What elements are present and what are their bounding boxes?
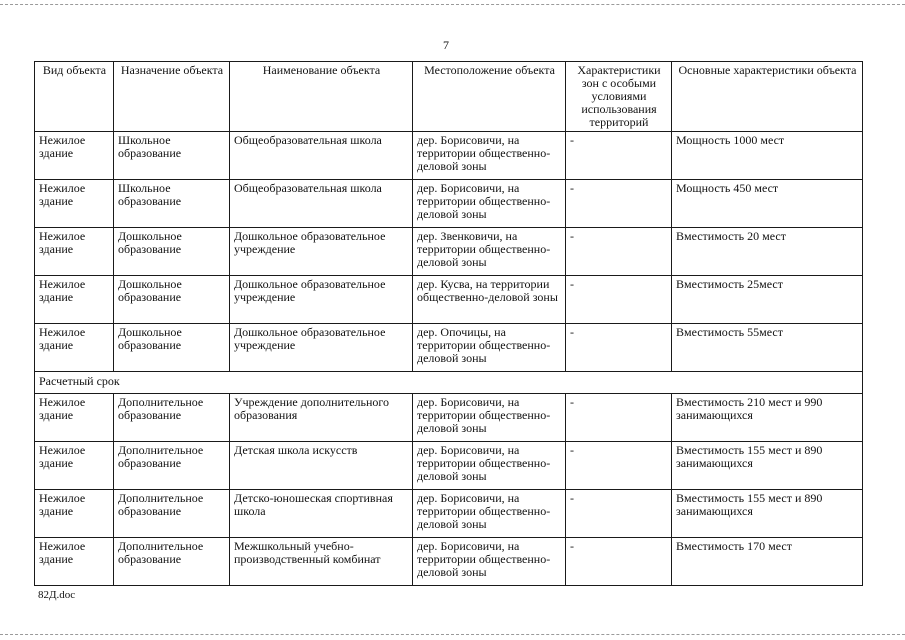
cell-special-zones: -: [566, 442, 672, 490]
table-row: [35, 180, 863, 228]
cell-object-type: Нежилое здание: [35, 490, 114, 538]
cell-location: дер. Борисовичи, на территории общественно-деловой зоны: [413, 442, 566, 490]
cell-location: дер. Кусва, на территории общественно-деловой зоны: [413, 276, 566, 324]
cell-main-characteristics: Вместимость 55мест: [672, 324, 863, 372]
cell-object-type: Нежилое здание: [35, 324, 114, 372]
cell-main-characteristics: Вместимость 25мест: [672, 276, 863, 324]
cell-object-type: Нежилое здание: [35, 394, 114, 442]
page-number: 7: [443, 38, 449, 52]
cell-special-zones: -: [566, 180, 672, 228]
cell-location: дер. Звенковичи, на территории общественно-деловой зоны: [413, 228, 566, 276]
scan-edge-top: [0, 4, 905, 6]
cell-purpose: Дошкольное образование: [114, 276, 230, 324]
objects-table: [34, 61, 863, 586]
cell-object-type: Нежилое здание: [35, 538, 114, 586]
cell-purpose: Дошкольное образование: [114, 324, 230, 372]
header-row: [35, 62, 863, 132]
cell-object-type: Нежилое здание: [35, 180, 114, 228]
cell-main-characteristics: Мощность 450 мест: [672, 180, 863, 228]
cell-main-characteristics: Вместимость 20 мест: [672, 228, 863, 276]
table-row: [35, 442, 863, 490]
cell-special-zones: -: [566, 490, 672, 538]
header-special-zones: Характеристики зон с особыми условиями использования территорий: [566, 62, 672, 132]
cell-object-type: Нежилое здание: [35, 442, 114, 490]
header-location: Местоположение объекта: [413, 62, 566, 132]
table-row: [35, 538, 863, 586]
cell-main-characteristics: Вместимость 170 мест: [672, 538, 863, 586]
table-header: [35, 62, 863, 132]
cell-location: дер. Опочицы, на территории общественно-деловой зоны: [413, 324, 566, 372]
table-body-planned: [35, 394, 863, 586]
cell-object-name: Дошкольное образовательное учреждение: [230, 228, 413, 276]
cell-purpose: Дополнительное образование: [114, 442, 230, 490]
cell-object-name: Дошкольное образовательное учреждение: [230, 324, 413, 372]
header-main-characteristics: Основные характеристики объекта: [672, 62, 863, 132]
cell-special-zones: -: [566, 324, 672, 372]
cell-location: дер. Борисовичи, на территории общественно-деловой зоны: [413, 394, 566, 442]
table-body-section: [35, 372, 863, 394]
cell-purpose: Школьное образование: [114, 180, 230, 228]
header-purpose: Назначение объекта: [114, 62, 230, 132]
section-row: [35, 372, 863, 394]
cell-special-zones: -: [566, 132, 672, 180]
table-row: [35, 394, 863, 442]
cell-main-characteristics: Мощность 1000 мест: [672, 132, 863, 180]
cell-object-name: Детско-юношеская спортивная школа: [230, 490, 413, 538]
cell-location: дер. Борисовичи, на территории общественно-деловой зоны: [413, 132, 566, 180]
cell-special-zones: -: [566, 538, 672, 586]
cell-purpose: Дополнительное образование: [114, 490, 230, 538]
cell-purpose: Дошкольное образование: [114, 228, 230, 276]
cell-purpose: Дополнительное образование: [114, 394, 230, 442]
cell-object-name: Учреждение дополнительного образования: [230, 394, 413, 442]
cell-purpose: Дополнительное образование: [114, 538, 230, 586]
table-row: [35, 132, 863, 180]
cell-main-characteristics: Вместимость 210 мест и 990 занимающихся: [672, 394, 863, 442]
cell-object-type: Нежилое здание: [35, 276, 114, 324]
cell-location: дер. Борисовичи, на территории общественно-деловой зоны: [413, 490, 566, 538]
scan-edge-bottom: [0, 634, 905, 636]
table-row: [35, 324, 863, 372]
cell-object-name: Общеобразовательная школа: [230, 180, 413, 228]
cell-object-type: Нежилое здание: [35, 132, 114, 180]
cell-special-zones: -: [566, 276, 672, 324]
section-label: Расчетный срок: [35, 372, 863, 394]
cell-main-characteristics: Вместимость 155 мест и 890 занимающихся: [672, 442, 863, 490]
cell-object-type: Нежилое здание: [35, 228, 114, 276]
table-row: [35, 490, 863, 538]
cell-main-characteristics: Вместимость 155 мест и 890 занимающихся: [672, 490, 863, 538]
table-body-current: [35, 132, 863, 372]
footer-filename: 82Д.doc: [38, 589, 76, 601]
cell-special-zones: -: [566, 394, 672, 442]
cell-location: дер. Борисовичи, на территории общественно-деловой зоны: [413, 538, 566, 586]
table-row: [35, 228, 863, 276]
cell-object-name: Общеобразовательная школа: [230, 132, 413, 180]
header-object-name: Наименование объекта: [230, 62, 413, 132]
cell-object-name: Межшкольный учебно-производственный комбинат: [230, 538, 413, 586]
table-row: [35, 276, 863, 324]
cell-purpose: Школьное образование: [114, 132, 230, 180]
cell-object-name: Детская школа искусств: [230, 442, 413, 490]
cell-location: дер. Борисовичи, на территории общественно-деловой зоны: [413, 180, 566, 228]
header-object-type: Вид объекта: [35, 62, 114, 132]
cell-special-zones: -: [566, 228, 672, 276]
cell-object-name: Дошкольное образовательное учреждение: [230, 276, 413, 324]
